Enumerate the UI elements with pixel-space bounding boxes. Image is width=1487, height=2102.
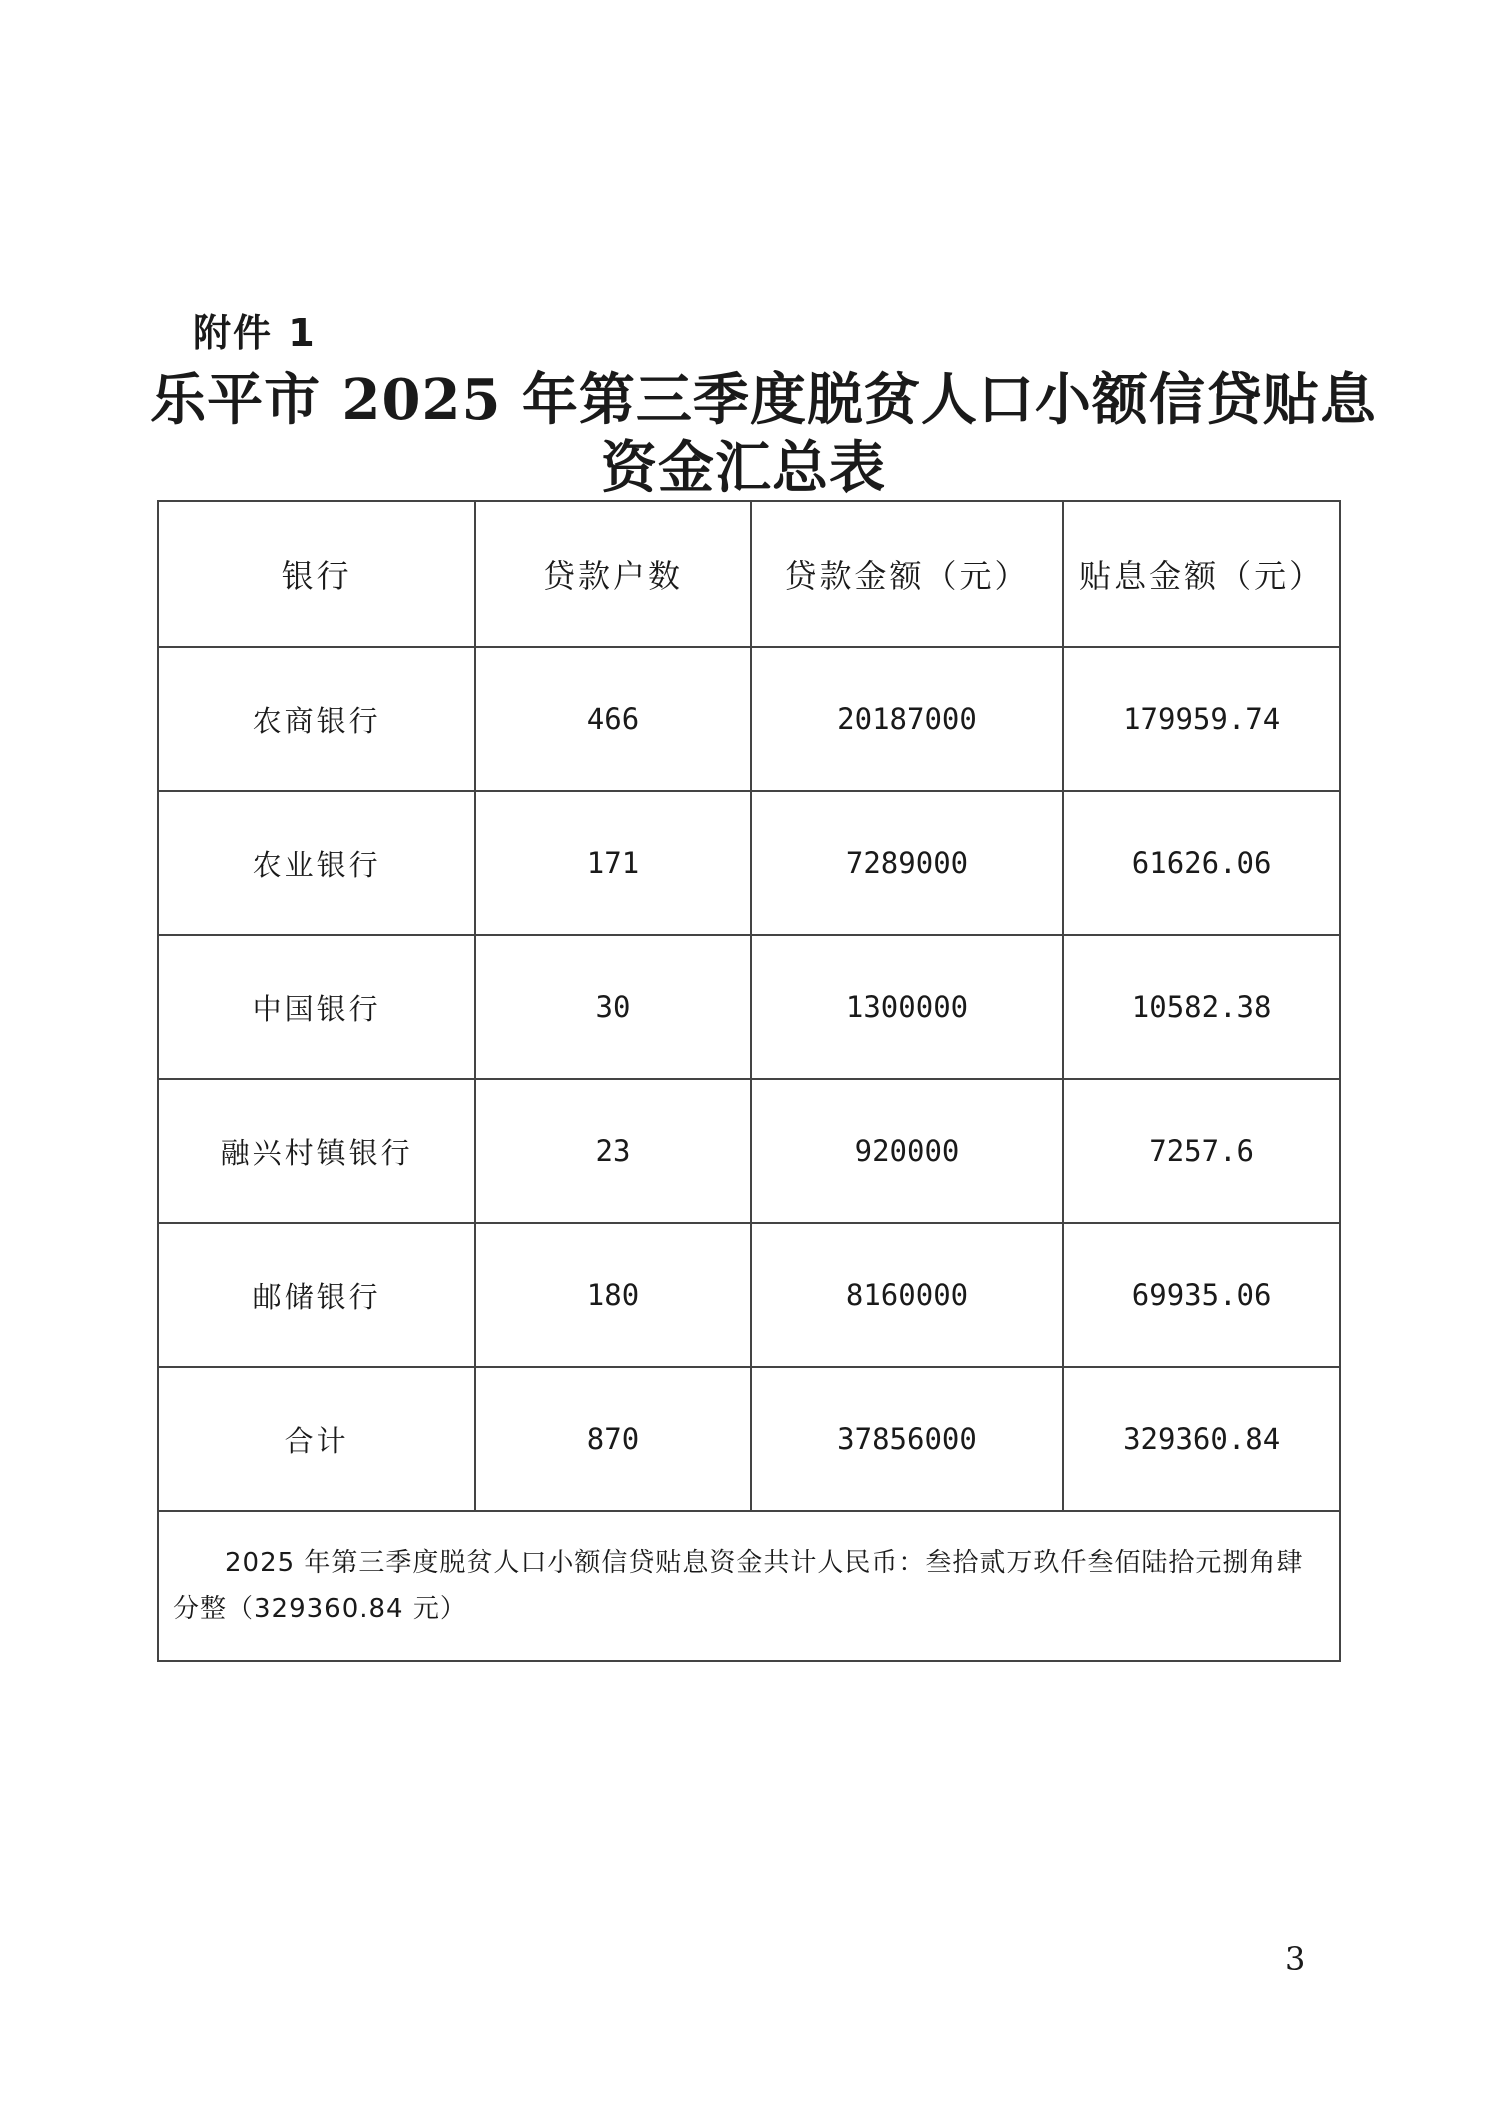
households-cell: 23 [475, 1079, 750, 1223]
header-loan-amount: 贷款金额（元） [751, 501, 1064, 647]
total-interest-amount-cell: 329360.84 [1063, 1367, 1340, 1511]
header-bank: 银行 [158, 501, 475, 647]
loan-amount-cell: 1300000 [751, 935, 1064, 1079]
interest-amount-cell: 10582.38 [1063, 935, 1340, 1079]
table-note-row [158, 1511, 1340, 1661]
total-households-cell: 870 [475, 1367, 750, 1511]
total-note-cell [158, 1511, 1340, 1661]
bank-name-cell: 邮储银行 [158, 1223, 475, 1367]
table-row [158, 647, 1340, 791]
bank-name-cell: 农业银行 [158, 791, 475, 935]
header-households: 贷款户数 [475, 501, 750, 647]
households-cell: 180 [475, 1223, 750, 1367]
subsidy-summary-table [157, 500, 1341, 1662]
total-note-text: 2025 年第三季度脱贫人口小额信贷贴息资金共计人民币：叁拾贰万玖仟叁佰陆拾元捌角肆分整（329360.84 元） [173, 1548, 1304, 1624]
page-number: 3 [1285, 1940, 1306, 1978]
households-cell: 30 [475, 935, 750, 1079]
interest-amount-cell: 69935.06 [1063, 1223, 1340, 1367]
loan-amount-cell: 7289000 [751, 791, 1064, 935]
bank-name-cell: 融兴村镇银行 [158, 1079, 475, 1223]
interest-amount-cell: 7257.6 [1063, 1079, 1340, 1223]
document-title-line-2: 资金汇总表 [601, 435, 886, 501]
table-row [158, 1223, 1340, 1367]
header-interest-amount: 贴息金额（元） [1063, 501, 1340, 647]
attachment-label: 附件 1 [193, 311, 317, 355]
loan-amount-cell: 20187000 [751, 647, 1064, 791]
table-row [158, 791, 1340, 935]
total-loan-amount-cell: 37856000 [751, 1367, 1064, 1511]
table-header-row [158, 501, 1340, 647]
document-title-line-1: 乐平市 2025 年第三季度脱贫人口小额信贷贴息 [150, 367, 1377, 433]
table-row [158, 1079, 1340, 1223]
interest-amount-cell: 61626.06 [1063, 791, 1340, 935]
bank-name-cell: 中国银行 [158, 935, 475, 1079]
table-row [158, 935, 1340, 1079]
table-total-row [158, 1367, 1340, 1511]
loan-amount-cell: 8160000 [751, 1223, 1064, 1367]
households-cell: 466 [475, 647, 750, 791]
total-label-cell: 合计 [158, 1367, 475, 1511]
bank-name-cell: 农商银行 [158, 647, 475, 791]
households-cell: 171 [475, 791, 750, 935]
interest-amount-cell: 179959.74 [1063, 647, 1340, 791]
loan-amount-cell: 920000 [751, 1079, 1064, 1223]
